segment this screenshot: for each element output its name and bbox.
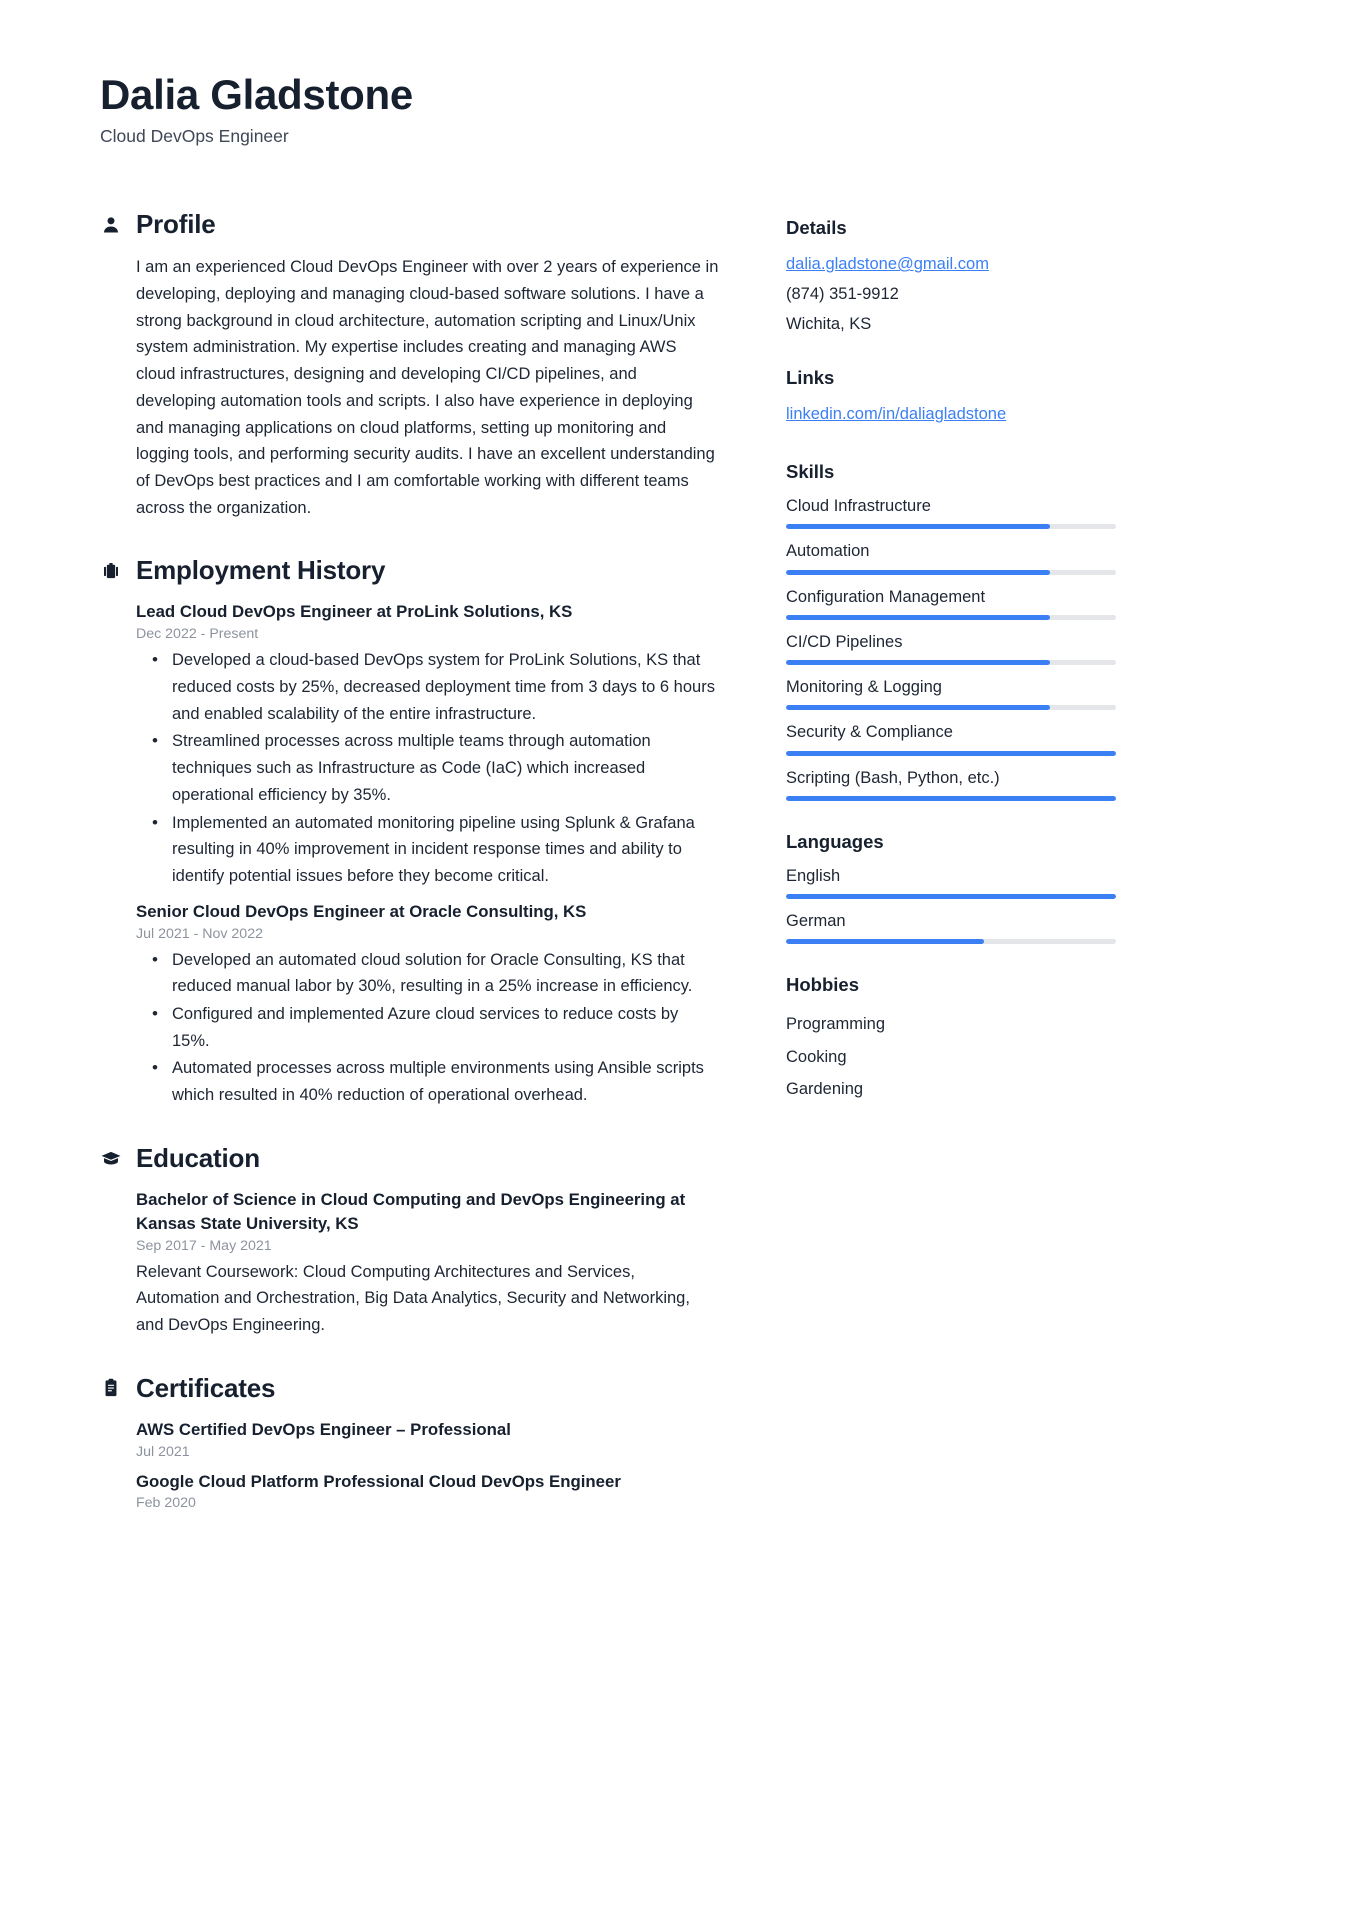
section-education: [100, 1143, 720, 1339]
skill-item: [786, 767, 1116, 801]
sidebar-details: [786, 217, 1116, 337]
certificate-entry: [136, 1418, 720, 1460]
linkedin-link[interactable]: linkedin.com/in/daliagladstone: [786, 405, 1007, 424]
candidate-name: Dalia Gladstone: [100, 71, 413, 118]
skill-label: Automation: [786, 542, 870, 561]
section-profile: [100, 209, 720, 521]
skill-item: [786, 676, 1116, 710]
list-item: • Configured and implemented Azure cloud services to reduce costs by 15%.: [136, 1001, 720, 1054]
sidebar-hobbies: [786, 974, 1116, 1105]
hobby-item: Cooking: [786, 1047, 847, 1066]
skill-fill: [786, 796, 1116, 801]
list-item: • Developed an automated cloud solution for Oracle Consulting, KS that reduced manual labor by 30%, resulting in a 25% increase in efficiency.: [136, 947, 720, 1000]
skill-fill: [786, 660, 1050, 665]
section-employment-header: [100, 555, 720, 586]
skill-label: Security & Compliance: [786, 723, 953, 742]
skill-label: Configuration Management: [786, 587, 986, 606]
skill-label: CI/CD Pipelines: [786, 632, 903, 651]
section-employment-title: Employment History: [136, 555, 386, 586]
employment-entry-date: Dec 2022 - Present: [136, 626, 259, 643]
sidebar-links-title: Links: [786, 367, 835, 389]
certificate-entry-date: Jul 2021: [136, 1443, 190, 1460]
skill-fill: [786, 705, 1050, 710]
person-icon: [100, 214, 122, 236]
sidebar-skills: [786, 461, 1116, 801]
briefcase-icon: [100, 560, 122, 582]
employment-entry-title: Senior Cloud DevOps Engineer at Oracle Consulting, KS: [136, 901, 587, 921]
profile-text: I am an experienced Cloud DevOps Engineer with over 2 years of experience in developing, deploying and managing cloud-based software solutions. I have a strong background in cloud architecture, automation scripting and Linux/Unix system administration. My expertise includes creating and managing AWS cloud infrastructures, designing and developing CI/CD pipelines, and developing automation tools and scripts. I also have experience in deploying and managing applications on cloud platforms, setting up monitoring and logging tools, and performing security audits. I have an excellent understanding of DevOps best practices and I am comfortable working with different teams across the organization.: [136, 258, 719, 517]
skill-item: [786, 631, 1116, 665]
section-certificates-title: Certificates: [136, 1372, 276, 1403]
skill-track: [786, 570, 1116, 575]
certificate-icon: [100, 1377, 122, 1399]
education-entry-description: Relevant Coursework: Cloud Computing Architectures and Services, Automation and Orchestration, Big Data Analytics, Security and Networking, and DevOps Engineering.: [136, 1262, 690, 1334]
resume-header: [100, 72, 1266, 147]
section-education-header: [100, 1143, 720, 1174]
skill-fill: [786, 524, 1050, 529]
certificate-entry-title: AWS Certified DevOps Engineer – Professional: [136, 1419, 511, 1439]
section-certificates: [100, 1373, 720, 1512]
employment-entry-bullets: [136, 647, 720, 889]
sidebar-languages-title: Languages: [786, 830, 884, 852]
skill-fill: [786, 751, 1116, 756]
candidate-job-title: Cloud DevOps Engineer: [100, 126, 289, 147]
section-education-body: [100, 1188, 720, 1339]
skill-track: [786, 660, 1116, 665]
section-employment-body: [100, 600, 720, 1108]
list-item: • Developed a cloud-based DevOps system for ProLink Solutions, KS that reduced costs by 25%, decreased deployment time from 3 days to 6 hours and enabled scalability of the entire infrastructure.: [136, 647, 720, 727]
language-fill: [786, 894, 1116, 899]
main-column: [100, 209, 720, 1545]
language-label: English: [786, 866, 841, 885]
email-link[interactable]: dalia.gladstone@gmail.com: [786, 255, 989, 274]
graduation-cap-icon: [100, 1147, 122, 1169]
skill-item: [786, 495, 1116, 529]
list-item: • Automated processes across multiple environments using Ansible scripts which resulted in 40% reduction of operational overhead.: [136, 1055, 720, 1108]
sidebar-skills-title: Skills: [786, 461, 835, 483]
education-entry: [136, 1188, 720, 1339]
section-profile-header: [100, 209, 720, 240]
skill-item: [786, 721, 1116, 755]
resume-body: [100, 209, 1266, 1545]
skill-track: [786, 705, 1116, 710]
section-employment: [100, 555, 720, 1108]
sidebar-details-title: Details: [786, 217, 847, 239]
skill-fill: [786, 570, 1050, 575]
language-fill: [786, 939, 984, 944]
skill-item: [786, 540, 1116, 574]
skill-item: [786, 586, 1116, 620]
list-item: • Implemented an automated monitoring pipeline using Splunk & Grafana resulting in 40% improvement in incident response times and ability to identify potential issues before they become critical.: [136, 810, 720, 890]
employment-entry: [136, 600, 720, 889]
sidebar-languages: [786, 831, 1116, 945]
skill-fill: [786, 615, 1050, 620]
section-certificates-header: [100, 1373, 720, 1404]
section-certificates-body: [100, 1418, 720, 1512]
language-track: [786, 939, 1116, 944]
skill-label: Scripting (Bash, Python, etc.): [786, 768, 1000, 787]
employment-entry-title: Lead Cloud DevOps Engineer at ProLink Solutions, KS: [136, 602, 573, 622]
sidebar-column: [786, 209, 1116, 1135]
sidebar-links: [786, 367, 1116, 431]
hobby-item: Gardening: [786, 1079, 864, 1098]
hobby-item: Programming: [786, 1015, 886, 1034]
employment-entry: [136, 900, 720, 1109]
section-profile-title: Profile: [136, 209, 216, 240]
skill-track: [786, 796, 1116, 801]
language-item: [786, 865, 1116, 899]
certificate-entry-date: Feb 2020: [136, 1495, 196, 1512]
certificate-entry-title: Google Cloud Platform Professional Cloud DevOps Engineer: [136, 1471, 621, 1491]
language-label: German: [786, 912, 846, 931]
language-track: [786, 894, 1116, 899]
education-entry-title: Bachelor of Science in Cloud Computing and DevOps Engineering at Kansas State University, KS: [136, 1189, 686, 1233]
education-entry-date: Sep 2017 - May 2021: [136, 1237, 272, 1254]
employment-entry-bullets: [136, 947, 720, 1109]
language-item: [786, 910, 1116, 944]
list-item: • Streamlined processes across multiple teams through automation techniques such as Infrastructure as Code (IaC) which increased operational efficiency by 35%.: [136, 728, 720, 808]
skill-track: [786, 524, 1116, 529]
skill-label: Monitoring & Logging: [786, 678, 942, 697]
section-education-title: Education: [136, 1142, 260, 1173]
employment-entry-date: Jul 2021 - Nov 2022: [136, 925, 263, 942]
sidebar-hobbies-title: Hobbies: [786, 974, 859, 996]
phone-value: (874) 351-9912: [786, 284, 899, 303]
section-profile-body: [100, 254, 720, 521]
skill-label: Cloud Infrastructure: [786, 497, 931, 516]
location-value: Wichita, KS: [786, 314, 872, 333]
skill-track: [786, 751, 1116, 756]
skill-track: [786, 615, 1116, 620]
certificate-entry: [136, 1470, 720, 1512]
